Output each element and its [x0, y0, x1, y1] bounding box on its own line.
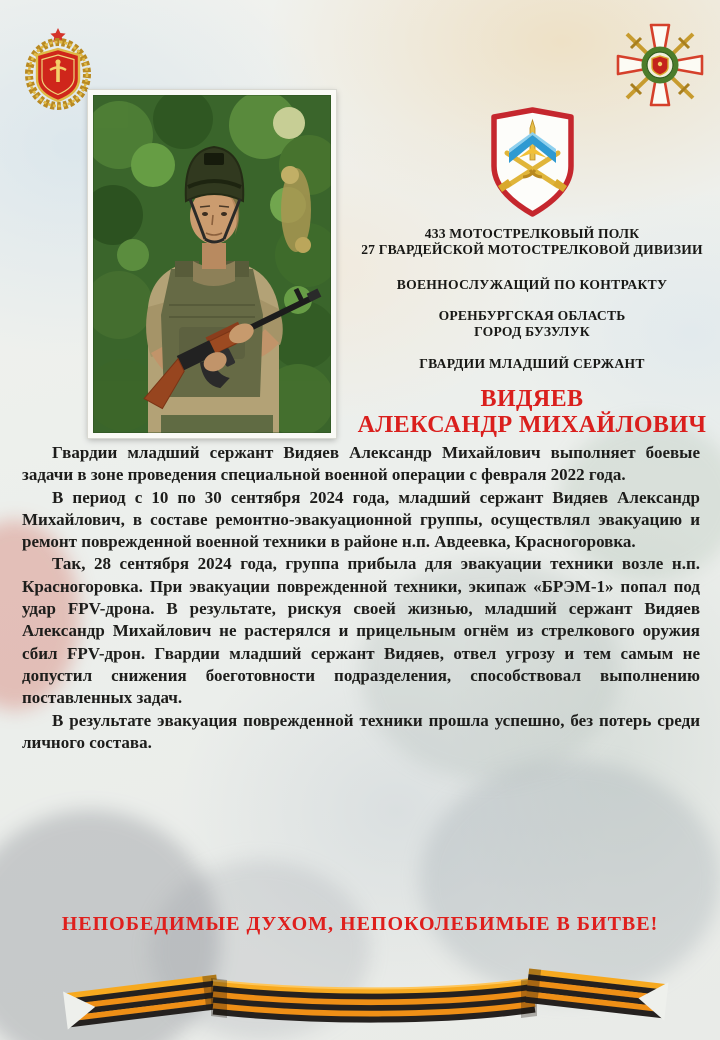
name-patronymic-title: АЛЕКСАНДР МИХАЙЛОВИЧ — [357, 412, 707, 438]
unit-title: 433 МОТОСТРЕЛКОВЫЙ ПОЛК — [424, 226, 640, 241]
citation-paragraph: В результате эвакуация поврежденной техники прошла успешно, без потерь среди личного состава. — [22, 710, 700, 752]
division-title: 27 ГВАРДЕЙСКОЙ МОТОСТРЕЛКОВОЙ ДИВИЗИИ — [361, 241, 703, 257]
citation-text — [22, 442, 700, 754]
rank-label: ГВАРДИИ МЛАДШИЙ СЕРЖАНТ — [419, 356, 645, 371]
slogan-text: НЕПОБЕДИМЫЕ ДУХОМ, НЕПОКОЛЕБИМЫЕ В БИТВЕ! — [61, 913, 659, 935]
division-cross-emblem-icon — [615, 22, 705, 110]
region-label: ОРЕНБУРГСКАЯ ОБЛАСТЬ — [438, 308, 626, 323]
soldier-photo — [88, 90, 336, 438]
header-block — [350, 104, 714, 438]
contract-label: ВОЕННОСЛУЖАЩИЙ ПО КОНТРАКТУ — [396, 277, 668, 292]
citation-paragraph: Так, 28 сентября 2024 года, группа прибыла для эвакуации техники возле н.п. Красногоровка. При эвакуации поврежденной техники, экипаж «БРЭМ-1» попал под удар FPV-дрона. В результате, рискуя своей жизнью, младший сержант Видяев Александр Михайлович не растерялся и прицельным огнём из стрелкового оружия сбил FPV-дрон. Гвардии младший сержант Видяев, отвел угрозу и тем самым не допустил снижения боеготовности подразделения, способствовал выполнению поставленных задач. — [22, 554, 700, 708]
citation-paragraph: В период с 10 по 30 сентября 2024 года, младший сержант Видяев Александр Михайлович, в составе ремонтно-эвакуационной группы, осуществлял эвакуацию и ремонт поврежденной военной техники в районе н.п. Авдеевка, Красногоровка. — [22, 487, 700, 552]
surname-title: ВИДЯЕВ — [480, 386, 584, 412]
st-george-ribbon-icon — [55, 958, 675, 1038]
citation-paragraph: Гвардии младший сержант Видяев Александр Михайлович выполняет боевые задачи в зоне проведения специальной военной операции с февраля 2022 года. — [22, 443, 700, 485]
military-district-emblem-icon — [19, 26, 97, 112]
regiment-shield-icon — [484, 106, 581, 219]
city-label: ГОРОД БУЗУЛУК — [474, 323, 590, 339]
